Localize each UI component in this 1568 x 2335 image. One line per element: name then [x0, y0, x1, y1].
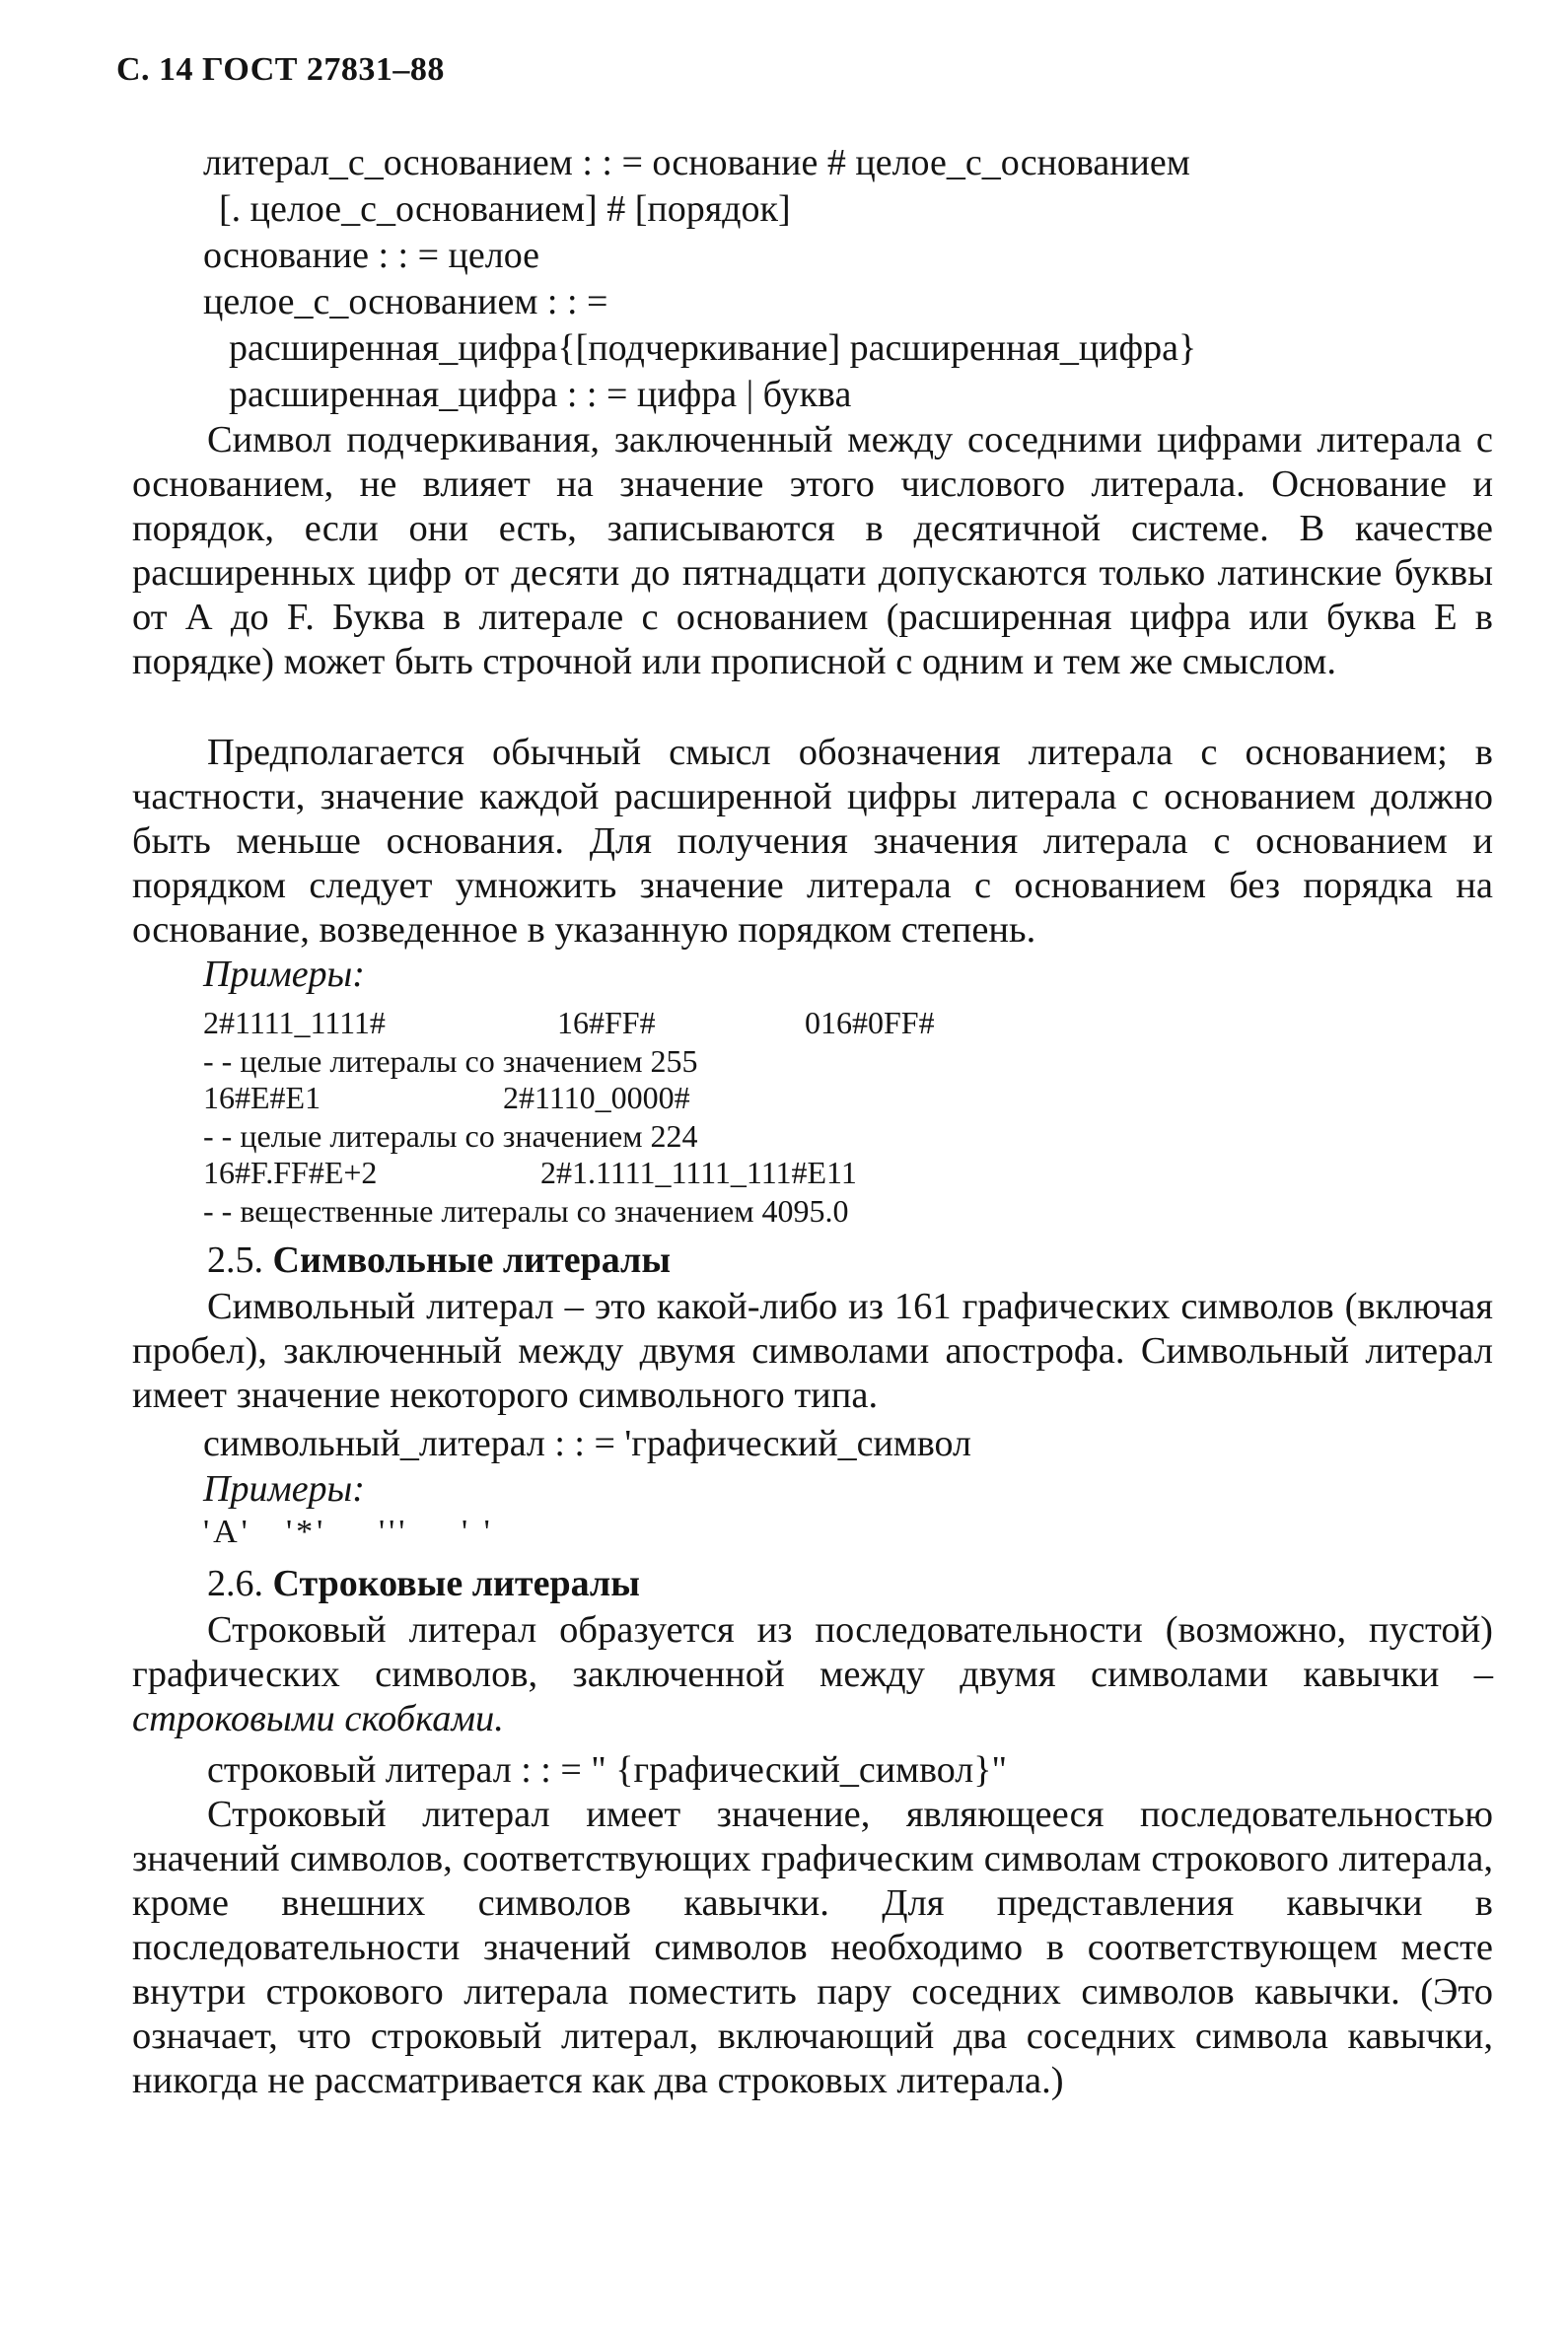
section-heading	[207, 1562, 640, 1605]
grammar-line: расширенная_цифра{[подчеркивание] расширенная_цифра}	[229, 327, 1197, 369]
italic-term: строковыми скобками.	[132, 1698, 504, 1739]
char-example: ' '	[462, 1514, 494, 1550]
examples-label: Примеры:	[203, 954, 365, 995]
grammar-line: строковый литерал : : = " {графический_символ}"	[207, 1749, 1007, 1791]
grammar-line: основание : : = целое	[203, 235, 540, 276]
section-number: 2.6.	[207, 1563, 263, 1604]
paragraph: Строковый литерал имеет значение, являющееся последовательностью значений символов, соответствующих графическим символам строкового литерала, кроме внешних символов кавычки. Для представления кавычки в последовательности значений символов необходимо в соответствующем месте внутри строкового литерала поместить пару соседних символов кавычки. (Это означает, что строковый литерал, включающий два соседних символа кавычки, никогда не рассматривается как два строковых литерала.)	[132, 1794, 1493, 2101]
paragraph-text: Строковый литерал образуется из последовательности (возможно, пустой) графических символов, заключенной между двумя символами кавычки –	[132, 1609, 1493, 1695]
code-example: 16#FF#	[557, 1005, 656, 1040]
grammar-line: целое_с_основанием : : =	[203, 281, 608, 322]
code-example: 2#1.1111_1111_111#E11	[540, 1155, 857, 1190]
char-example: '''	[379, 1514, 409, 1550]
code-example: 16#E#E1	[203, 1080, 321, 1115]
char-example: '*'	[286, 1514, 327, 1550]
char-example: 'A'	[203, 1514, 251, 1550]
paragraph: Символ подчеркивания, заключенный между соседними цифрами литерала с основанием, не влияет на значение этого числового литерала. Основание и порядок, если они есть, записываются в десятичной системе. В качестве расширенных цифр от десяти до пятнадцати допускаются только латинские буквы от А до F. Буква в литерале с основанием (расширенная цифра или буква Е в порядке) может быть строчной или прописной с одним и тем же смыслом.	[132, 419, 1493, 682]
section-title: Символьные литералы	[272, 1239, 672, 1281]
code-example: 16#F.FF#E+2	[203, 1155, 378, 1190]
code-comment: - - целые литералы со значением 224	[203, 1118, 698, 1154]
code-example: 016#0FF#	[805, 1005, 935, 1040]
section-number: 2.5.	[207, 1239, 263, 1281]
code-example: 2#1111_1111#	[203, 1005, 386, 1040]
code-comment: - - вещественные литералы со значением 4095.0	[203, 1193, 849, 1229]
code-comment: - - целые литералы со значением 255	[203, 1043, 698, 1079]
paragraph: Предполагается обычный смысл обозначения литерала с основанием; в частности, значение каждой расширенной цифры литерала с основанием должно быть меньше основания. Для получения значения литерала с основанием и порядком следует умножить значение литерала с основанием без порядка на основание, возведенное в указанную порядком степень.	[132, 732, 1493, 951]
paragraph: Символьный литерал – это какой-либо из 161 графических символов (включая пробел), заключенный между двумя символами апострофа. Символьный литерал имеет значение некоторого символьного типа.	[132, 1286, 1493, 1416]
section-heading	[207, 1238, 671, 1282]
grammar-line: [. целое_с_основанием] # [порядок]	[219, 188, 791, 230]
paragraph	[132, 1608, 1493, 1741]
examples-label: Примеры:	[203, 1468, 365, 1510]
code-example: 2#1110_0000#	[503, 1080, 690, 1115]
grammar-line: символьный_литерал : : = 'графический_символ	[203, 1423, 971, 1464]
grammar-line: расширенная_цифра : : = цифра | буква	[229, 374, 852, 415]
page-header: С. 14 ГОСТ 27831–88	[116, 51, 445, 88]
grammar-line: литерал_с_основанием : : = основание # целое_с_основанием	[203, 142, 1190, 183]
section-title: Строковые литералы	[272, 1563, 640, 1604]
